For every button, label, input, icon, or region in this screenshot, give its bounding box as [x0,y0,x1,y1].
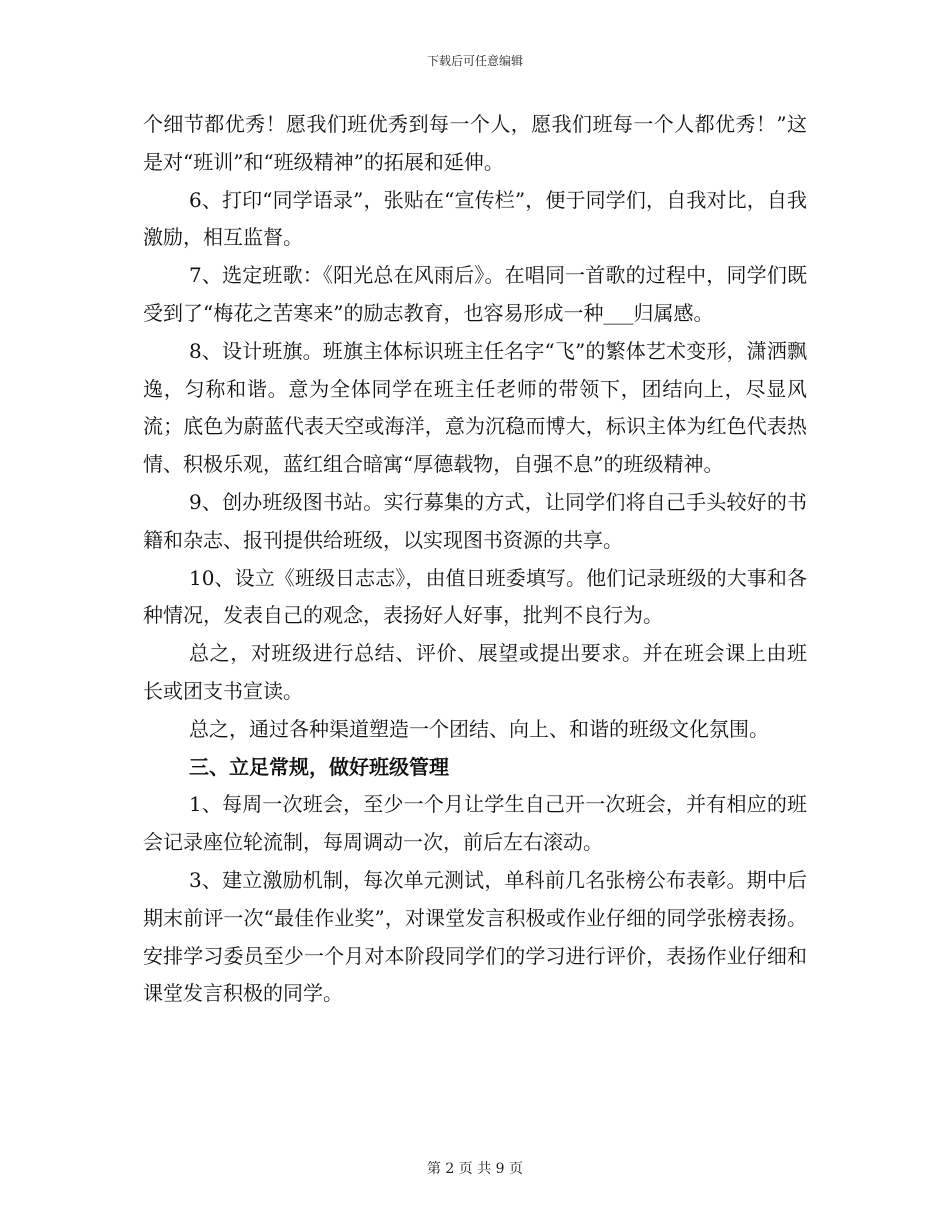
paragraph-1: 个细节都优秀！愿我们班优秀到每一个人，愿我们班每一个人都优秀！”这是对“班训”和“班级精神”的拓展和延伸。 [143,112,807,174]
paragraph-6: 10、设立《班级日志志》，由值日班委填写。他们记录班级的大事和各种情况，发表自己的观念，表扬好人好事，批判不良行为。 [143,565,807,628]
paragraph-5: 9、创办班级图书站。实行募集的方式，让同学们将自己手头较好的书籍和杂志、报刊提供给班级，以实现图书资源的共享。 [143,489,807,552]
document-body [143,106,807,1013]
paragraph-10: 1、每周一次班会，至少一个月让学生自己开一次班会，并有相应的班会记录座位轮流制，每周调动一次，前后左右滚动。 [143,792,807,855]
paragraph-4: 8、设计班旗。班旗主体标识班主任名字“飞”的繁体艺术变形，潇洒飘逸，匀称和谐。意为全体同学在班主任老师的带领下，团结向上，尽显风流；底色为蔚蓝代表天空或海洋，意为沉稳而博大，标识主体为红色代表热情、积极乐观，蓝红组合暗寓“厚德载物，自强不息”的班级精神。 [143,338,807,477]
paragraph-8: 总之，通过各种渠道塑造一个团结、向上、和谐的班级文化氛围。 [189,716,769,741]
section-heading: 三、立足常规，做好班级管理 [189,754,449,779]
page-header: 下载后可任意编辑 [426,54,523,68]
page-number: 第 2 页 共 9 页 [426,1161,524,1177]
paragraph-11: 3、建立激励机制，每次单元测试，单科前几名张榜公布表彰。期中后期末前评一次“最佳作业奖”，对课堂发言积极或作业仔细的同学张榜表扬。安排学习委员至少一个月对本阶段同学们的学习进行评价，表扬作业仔细和课堂发言积极的同学。 [143,867,807,1006]
paragraph-2: 6、打印“同学语录”，张贴在“宣传栏”，便于同学们，自我对比，自我激励，相互监督。 [143,187,807,250]
paragraph-7: 总之，对班级进行总结、评价、展望或提出要求。并在班会课上由班长或团支书宣读。 [143,641,807,703]
paragraph-3: 7、选定班歌：《阳光总在风雨后》。在唱同一首歌的过程中，同学们既受到了“梅花之苦寒来”的励志教育，也容易形成一种___归属感。 [143,263,807,325]
